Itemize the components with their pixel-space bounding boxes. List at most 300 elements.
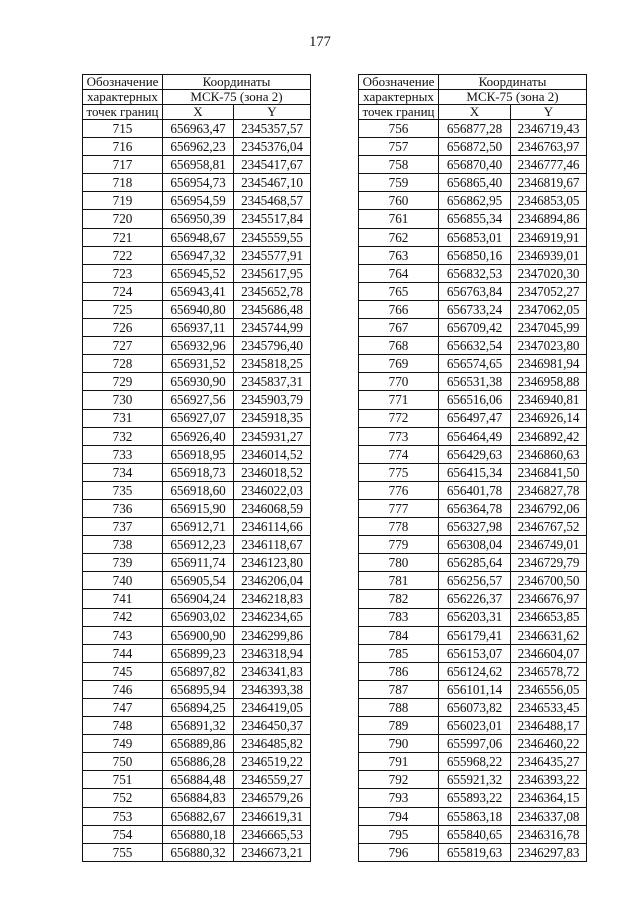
y-coordinate-cell: 2346792,06 bbox=[511, 499, 587, 517]
y-coordinate-cell: 2345744,99 bbox=[234, 319, 311, 337]
point-number-cell: 771 bbox=[359, 391, 439, 409]
y-coordinate-cell: 2345517,84 bbox=[234, 210, 311, 228]
y-coordinate-cell: 2346981,94 bbox=[511, 355, 587, 373]
x-coordinate-cell: 656327,98 bbox=[439, 518, 511, 536]
table-row bbox=[83, 427, 311, 445]
y-coordinate-cell: 2345577,91 bbox=[234, 246, 311, 264]
x-coordinate-cell: 656850,16 bbox=[439, 246, 511, 264]
x-coordinate-cell: 656904,24 bbox=[163, 590, 234, 608]
point-number-cell: 785 bbox=[359, 644, 439, 662]
table-row bbox=[359, 608, 587, 626]
table-row bbox=[359, 300, 587, 318]
point-number-cell: 795 bbox=[359, 825, 439, 843]
table-row bbox=[83, 735, 311, 753]
x-coordinate-cell: 656101,14 bbox=[439, 680, 511, 698]
header-col-y: Y bbox=[511, 105, 587, 120]
x-coordinate-cell: 656945,52 bbox=[163, 264, 234, 282]
y-coordinate-cell: 2345467,10 bbox=[234, 174, 311, 192]
point-number-cell: 776 bbox=[359, 481, 439, 499]
y-coordinate-cell: 2346435,27 bbox=[511, 753, 587, 771]
point-number-cell: 796 bbox=[359, 843, 439, 861]
y-coordinate-cell: 2346729,79 bbox=[511, 554, 587, 572]
point-number-cell: 746 bbox=[83, 680, 163, 698]
table-row bbox=[359, 192, 587, 210]
y-coordinate-cell: 2346234,65 bbox=[234, 608, 311, 626]
point-number-cell: 754 bbox=[83, 825, 163, 843]
y-coordinate-cell: 2346653,85 bbox=[511, 608, 587, 626]
table-row bbox=[359, 463, 587, 481]
y-coordinate-cell: 2346519,22 bbox=[234, 753, 311, 771]
table-row bbox=[83, 264, 311, 282]
x-coordinate-cell: 656950,39 bbox=[163, 210, 234, 228]
point-number-cell: 768 bbox=[359, 337, 439, 355]
point-number-cell: 758 bbox=[359, 156, 439, 174]
y-coordinate-cell: 2345818,25 bbox=[234, 355, 311, 373]
x-coordinate-cell: 656940,80 bbox=[163, 300, 234, 318]
table-row bbox=[359, 590, 587, 608]
table-row bbox=[83, 192, 311, 210]
coordinates-table-right bbox=[358, 74, 587, 862]
x-coordinate-cell: 655921,32 bbox=[439, 771, 511, 789]
y-coordinate-cell: 2346337,08 bbox=[511, 807, 587, 825]
page-number: 177 bbox=[309, 34, 331, 50]
table-row bbox=[83, 572, 311, 590]
x-coordinate-cell: 656179,41 bbox=[439, 626, 511, 644]
table-row bbox=[359, 717, 587, 735]
point-number-cell: 769 bbox=[359, 355, 439, 373]
table-row bbox=[359, 391, 587, 409]
x-coordinate-cell: 655819,63 bbox=[439, 843, 511, 861]
point-number-cell: 722 bbox=[83, 246, 163, 264]
y-coordinate-cell: 2346123,80 bbox=[234, 554, 311, 572]
point-number-cell: 733 bbox=[83, 445, 163, 463]
point-number-cell: 741 bbox=[83, 590, 163, 608]
y-coordinate-cell: 2346068,59 bbox=[234, 499, 311, 517]
x-coordinate-cell: 656886,28 bbox=[163, 753, 234, 771]
y-coordinate-cell: 2345931,27 bbox=[234, 427, 311, 445]
y-coordinate-cell: 2346556,05 bbox=[511, 680, 587, 698]
table-row bbox=[83, 662, 311, 680]
y-coordinate-cell: 2346014,52 bbox=[234, 445, 311, 463]
point-number-cell: 794 bbox=[359, 807, 439, 825]
table-row bbox=[359, 246, 587, 264]
table-row bbox=[83, 463, 311, 481]
y-coordinate-cell: 2346118,67 bbox=[234, 536, 311, 554]
x-coordinate-cell: 655840,65 bbox=[439, 825, 511, 843]
x-coordinate-cell: 656930,90 bbox=[163, 373, 234, 391]
x-coordinate-cell: 656958,81 bbox=[163, 156, 234, 174]
x-coordinate-cell: 656903,02 bbox=[163, 608, 234, 626]
point-number-cell: 774 bbox=[359, 445, 439, 463]
point-number-cell: 781 bbox=[359, 572, 439, 590]
table-row bbox=[83, 825, 311, 843]
y-coordinate-cell: 2346894,86 bbox=[511, 210, 587, 228]
y-coordinate-cell: 2345357,57 bbox=[234, 120, 311, 138]
y-coordinate-cell: 2347052,27 bbox=[511, 282, 587, 300]
x-coordinate-cell: 656308,04 bbox=[439, 536, 511, 554]
x-coordinate-cell: 656285,64 bbox=[439, 554, 511, 572]
table-row bbox=[83, 373, 311, 391]
header-designation-line1: Обозначение bbox=[359, 75, 439, 90]
x-coordinate-cell: 656709,42 bbox=[439, 319, 511, 337]
header-designation-line2: характерных bbox=[359, 90, 439, 105]
y-coordinate-cell: 2346316,78 bbox=[511, 825, 587, 843]
table-row bbox=[359, 282, 587, 300]
table-row bbox=[359, 174, 587, 192]
y-coordinate-cell: 2345652,78 bbox=[234, 282, 311, 300]
y-coordinate-cell: 2346460,22 bbox=[511, 735, 587, 753]
x-coordinate-cell: 656884,48 bbox=[163, 771, 234, 789]
point-number-cell: 780 bbox=[359, 554, 439, 572]
x-coordinate-cell: 656884,83 bbox=[163, 789, 234, 807]
y-coordinate-cell: 2346488,17 bbox=[511, 717, 587, 735]
table-row bbox=[83, 753, 311, 771]
header-designation-line3: точек границ bbox=[359, 105, 439, 120]
table-row bbox=[83, 174, 311, 192]
point-number-cell: 732 bbox=[83, 427, 163, 445]
y-coordinate-cell: 2345918,35 bbox=[234, 409, 311, 427]
y-coordinate-cell: 2345837,31 bbox=[234, 373, 311, 391]
point-number-cell: 737 bbox=[83, 518, 163, 536]
y-coordinate-cell: 2346393,38 bbox=[234, 680, 311, 698]
table-row bbox=[359, 355, 587, 373]
table-row bbox=[359, 843, 587, 861]
point-number-cell: 738 bbox=[83, 536, 163, 554]
point-number-cell: 792 bbox=[359, 771, 439, 789]
table-row bbox=[83, 590, 311, 608]
point-number-cell: 717 bbox=[83, 156, 163, 174]
x-coordinate-cell: 656912,71 bbox=[163, 518, 234, 536]
y-coordinate-cell: 2346559,27 bbox=[234, 771, 311, 789]
x-coordinate-cell: 656632,54 bbox=[439, 337, 511, 355]
point-number-cell: 752 bbox=[83, 789, 163, 807]
table-row bbox=[359, 373, 587, 391]
y-coordinate-cell: 2346939,01 bbox=[511, 246, 587, 264]
y-coordinate-cell: 2345686,48 bbox=[234, 300, 311, 318]
table-row bbox=[83, 644, 311, 662]
x-coordinate-cell: 656364,78 bbox=[439, 499, 511, 517]
table-row bbox=[359, 210, 587, 228]
x-coordinate-cell: 656516,06 bbox=[439, 391, 511, 409]
point-number-cell: 786 bbox=[359, 662, 439, 680]
x-coordinate-cell: 656911,74 bbox=[163, 554, 234, 572]
header-col-y: Y bbox=[234, 105, 311, 120]
y-coordinate-cell: 2346318,94 bbox=[234, 644, 311, 662]
x-coordinate-cell: 656415,34 bbox=[439, 463, 511, 481]
y-coordinate-cell: 2346018,52 bbox=[234, 463, 311, 481]
point-number-cell: 789 bbox=[359, 717, 439, 735]
point-number-cell: 764 bbox=[359, 264, 439, 282]
table-row bbox=[359, 409, 587, 427]
point-number-cell: 770 bbox=[359, 373, 439, 391]
x-coordinate-cell: 656900,90 bbox=[163, 626, 234, 644]
header-designation-line3: точек границ bbox=[83, 105, 163, 120]
y-coordinate-cell: 2346578,72 bbox=[511, 662, 587, 680]
y-coordinate-cell: 2345468,57 bbox=[234, 192, 311, 210]
table-body-left bbox=[83, 120, 311, 862]
point-number-cell: 743 bbox=[83, 626, 163, 644]
x-coordinate-cell: 656882,67 bbox=[163, 807, 234, 825]
header-designation-line1: Обозначение bbox=[83, 75, 163, 90]
x-coordinate-cell: 656497,47 bbox=[439, 409, 511, 427]
table-body-right bbox=[359, 120, 587, 862]
y-coordinate-cell: 2346206,04 bbox=[234, 572, 311, 590]
table-row bbox=[83, 536, 311, 554]
table-row bbox=[83, 355, 311, 373]
y-coordinate-cell: 2345376,04 bbox=[234, 138, 311, 156]
y-coordinate-cell: 2346533,45 bbox=[511, 699, 587, 717]
y-coordinate-cell: 2346665,53 bbox=[234, 825, 311, 843]
y-coordinate-cell: 2347062,05 bbox=[511, 300, 587, 318]
point-number-cell: 751 bbox=[83, 771, 163, 789]
point-number-cell: 783 bbox=[359, 608, 439, 626]
x-coordinate-cell: 656932,96 bbox=[163, 337, 234, 355]
x-coordinate-cell: 656401,78 bbox=[439, 481, 511, 499]
y-coordinate-cell: 2346777,46 bbox=[511, 156, 587, 174]
y-coordinate-cell: 2346419,05 bbox=[234, 699, 311, 717]
coordinates-table-left bbox=[82, 74, 311, 862]
table-row bbox=[83, 210, 311, 228]
table-row bbox=[83, 789, 311, 807]
x-coordinate-cell: 656899,23 bbox=[163, 644, 234, 662]
x-coordinate-cell: 656926,40 bbox=[163, 427, 234, 445]
x-coordinate-cell: 656853,01 bbox=[439, 228, 511, 246]
table-row bbox=[359, 499, 587, 517]
x-coordinate-cell: 656832,53 bbox=[439, 264, 511, 282]
table-row bbox=[359, 427, 587, 445]
point-number-cell: 728 bbox=[83, 355, 163, 373]
point-number-cell: 778 bbox=[359, 518, 439, 536]
table-row bbox=[359, 807, 587, 825]
point-number-cell: 721 bbox=[83, 228, 163, 246]
point-number-cell: 720 bbox=[83, 210, 163, 228]
y-coordinate-cell: 2346393,22 bbox=[511, 771, 587, 789]
point-number-cell: 757 bbox=[359, 138, 439, 156]
y-coordinate-cell: 2346299,86 bbox=[234, 626, 311, 644]
point-number-cell: 744 bbox=[83, 644, 163, 662]
x-coordinate-cell: 656962,23 bbox=[163, 138, 234, 156]
y-coordinate-cell: 2346819,67 bbox=[511, 174, 587, 192]
x-coordinate-cell: 656124,62 bbox=[439, 662, 511, 680]
x-coordinate-cell: 656862,95 bbox=[439, 192, 511, 210]
table-row bbox=[83, 138, 311, 156]
table-row bbox=[359, 319, 587, 337]
y-coordinate-cell: 2346892,42 bbox=[511, 427, 587, 445]
point-number-cell: 784 bbox=[359, 626, 439, 644]
x-coordinate-cell: 656918,73 bbox=[163, 463, 234, 481]
table-row bbox=[83, 518, 311, 536]
table-row bbox=[359, 644, 587, 662]
point-number-cell: 753 bbox=[83, 807, 163, 825]
x-coordinate-cell: 656915,90 bbox=[163, 499, 234, 517]
x-coordinate-cell: 656256,57 bbox=[439, 572, 511, 590]
y-coordinate-cell: 2345417,67 bbox=[234, 156, 311, 174]
table-row bbox=[359, 554, 587, 572]
point-number-cell: 766 bbox=[359, 300, 439, 318]
table-row bbox=[359, 680, 587, 698]
table-row bbox=[83, 391, 311, 409]
x-coordinate-cell: 656226,37 bbox=[439, 590, 511, 608]
header-col-x: X bbox=[163, 105, 234, 120]
x-coordinate-cell: 656889,86 bbox=[163, 735, 234, 753]
table-row bbox=[359, 662, 587, 680]
table-row bbox=[359, 789, 587, 807]
y-coordinate-cell: 2346022,03 bbox=[234, 481, 311, 499]
x-coordinate-cell: 655893,22 bbox=[439, 789, 511, 807]
y-coordinate-cell: 2346841,50 bbox=[511, 463, 587, 481]
table-row bbox=[359, 699, 587, 717]
point-number-cell: 762 bbox=[359, 228, 439, 246]
header-coordinates-line2: МСК-75 (зона 2) bbox=[439, 90, 587, 105]
y-coordinate-cell: 2346958,88 bbox=[511, 373, 587, 391]
point-number-cell: 742 bbox=[83, 608, 163, 626]
x-coordinate-cell: 656895,94 bbox=[163, 680, 234, 698]
x-coordinate-cell: 656023,01 bbox=[439, 717, 511, 735]
table-row bbox=[83, 246, 311, 264]
x-coordinate-cell: 656464,49 bbox=[439, 427, 511, 445]
point-number-cell: 749 bbox=[83, 735, 163, 753]
table-row bbox=[359, 753, 587, 771]
x-coordinate-cell: 656203,31 bbox=[439, 608, 511, 626]
point-number-cell: 734 bbox=[83, 463, 163, 481]
y-coordinate-cell: 2345903,79 bbox=[234, 391, 311, 409]
y-coordinate-cell: 2346450,37 bbox=[234, 717, 311, 735]
table-row bbox=[83, 445, 311, 463]
x-coordinate-cell: 656877,28 bbox=[439, 120, 511, 138]
x-coordinate-cell: 655863,18 bbox=[439, 807, 511, 825]
y-coordinate-cell: 2346860,63 bbox=[511, 445, 587, 463]
x-coordinate-cell: 656927,07 bbox=[163, 409, 234, 427]
y-coordinate-cell: 2346579,26 bbox=[234, 789, 311, 807]
x-coordinate-cell: 656897,82 bbox=[163, 662, 234, 680]
point-number-cell: 765 bbox=[359, 282, 439, 300]
point-number-cell: 779 bbox=[359, 536, 439, 554]
table-row bbox=[83, 771, 311, 789]
point-number-cell: 739 bbox=[83, 554, 163, 572]
table-row bbox=[359, 156, 587, 174]
table-row bbox=[83, 554, 311, 572]
x-coordinate-cell: 656880,18 bbox=[163, 825, 234, 843]
y-coordinate-cell: 2346926,14 bbox=[511, 409, 587, 427]
x-coordinate-cell: 656927,56 bbox=[163, 391, 234, 409]
x-coordinate-cell: 656872,50 bbox=[439, 138, 511, 156]
point-number-cell: 747 bbox=[83, 699, 163, 717]
table-row bbox=[83, 680, 311, 698]
point-number-cell: 772 bbox=[359, 409, 439, 427]
point-number-cell: 791 bbox=[359, 753, 439, 771]
y-coordinate-cell: 2346827,78 bbox=[511, 481, 587, 499]
table-row bbox=[83, 120, 311, 138]
x-coordinate-cell: 655997,06 bbox=[439, 735, 511, 753]
x-coordinate-cell: 656963,47 bbox=[163, 120, 234, 138]
y-coordinate-cell: 2346604,07 bbox=[511, 644, 587, 662]
table-row bbox=[359, 337, 587, 355]
table-row bbox=[83, 499, 311, 517]
y-coordinate-cell: 2346218,83 bbox=[234, 590, 311, 608]
table-row bbox=[83, 626, 311, 644]
header-coordinates-line1: Координаты bbox=[439, 75, 587, 90]
header-col-x: X bbox=[439, 105, 511, 120]
table-row bbox=[83, 608, 311, 626]
point-number-cell: 731 bbox=[83, 409, 163, 427]
y-coordinate-cell: 2346485,82 bbox=[234, 735, 311, 753]
table-row bbox=[359, 445, 587, 463]
x-coordinate-cell: 656073,82 bbox=[439, 699, 511, 717]
x-coordinate-cell: 656763,84 bbox=[439, 282, 511, 300]
table-row bbox=[359, 735, 587, 753]
point-number-cell: 748 bbox=[83, 717, 163, 735]
point-number-cell: 775 bbox=[359, 463, 439, 481]
point-number-cell: 755 bbox=[83, 843, 163, 861]
y-coordinate-cell: 2346364,15 bbox=[511, 789, 587, 807]
point-number-cell: 730 bbox=[83, 391, 163, 409]
x-coordinate-cell: 656574,65 bbox=[439, 355, 511, 373]
x-coordinate-cell: 656948,67 bbox=[163, 228, 234, 246]
point-number-cell: 745 bbox=[83, 662, 163, 680]
x-coordinate-cell: 656918,95 bbox=[163, 445, 234, 463]
point-number-cell: 782 bbox=[359, 590, 439, 608]
table-row bbox=[83, 156, 311, 174]
table-row bbox=[83, 409, 311, 427]
point-number-cell: 750 bbox=[83, 753, 163, 771]
y-coordinate-cell: 2345559,55 bbox=[234, 228, 311, 246]
y-coordinate-cell: 2346676,97 bbox=[511, 590, 587, 608]
point-number-cell: 793 bbox=[359, 789, 439, 807]
point-number-cell: 725 bbox=[83, 300, 163, 318]
x-coordinate-cell: 656429,63 bbox=[439, 445, 511, 463]
x-coordinate-cell: 656937,11 bbox=[163, 319, 234, 337]
table-row bbox=[359, 518, 587, 536]
x-coordinate-cell: 656912,23 bbox=[163, 536, 234, 554]
x-coordinate-cell: 656855,34 bbox=[439, 210, 511, 228]
point-number-cell: 759 bbox=[359, 174, 439, 192]
point-number-cell: 726 bbox=[83, 319, 163, 337]
header-coordinates-line2: МСК-75 (зона 2) bbox=[163, 90, 311, 105]
table-row bbox=[83, 807, 311, 825]
point-number-cell: 788 bbox=[359, 699, 439, 717]
y-coordinate-cell: 2346919,91 bbox=[511, 228, 587, 246]
y-coordinate-cell: 2346719,43 bbox=[511, 120, 587, 138]
point-number-cell: 773 bbox=[359, 427, 439, 445]
table-row bbox=[359, 228, 587, 246]
y-coordinate-cell: 2346297,83 bbox=[511, 843, 587, 861]
x-coordinate-cell: 656931,52 bbox=[163, 355, 234, 373]
table-row bbox=[83, 699, 311, 717]
point-number-cell: 790 bbox=[359, 735, 439, 753]
x-coordinate-cell: 656153,07 bbox=[439, 644, 511, 662]
point-number-cell: 723 bbox=[83, 264, 163, 282]
point-number-cell: 760 bbox=[359, 192, 439, 210]
y-coordinate-cell: 2346673,21 bbox=[234, 843, 311, 861]
x-coordinate-cell: 656918,60 bbox=[163, 481, 234, 499]
x-coordinate-cell: 656905,54 bbox=[163, 572, 234, 590]
point-number-cell: 761 bbox=[359, 210, 439, 228]
y-coordinate-cell: 2347045,99 bbox=[511, 319, 587, 337]
x-coordinate-cell: 656943,41 bbox=[163, 282, 234, 300]
y-coordinate-cell: 2346853,05 bbox=[511, 192, 587, 210]
x-coordinate-cell: 656880,32 bbox=[163, 843, 234, 861]
point-number-cell: 740 bbox=[83, 572, 163, 590]
y-coordinate-cell: 2347023,80 bbox=[511, 337, 587, 355]
table-row bbox=[359, 138, 587, 156]
table-row bbox=[359, 536, 587, 554]
table-row bbox=[83, 319, 311, 337]
point-number-cell: 727 bbox=[83, 337, 163, 355]
y-coordinate-cell: 2346631,62 bbox=[511, 626, 587, 644]
y-coordinate-cell: 2346767,52 bbox=[511, 518, 587, 536]
y-coordinate-cell: 2346114,66 bbox=[234, 518, 311, 536]
table-row bbox=[83, 228, 311, 246]
